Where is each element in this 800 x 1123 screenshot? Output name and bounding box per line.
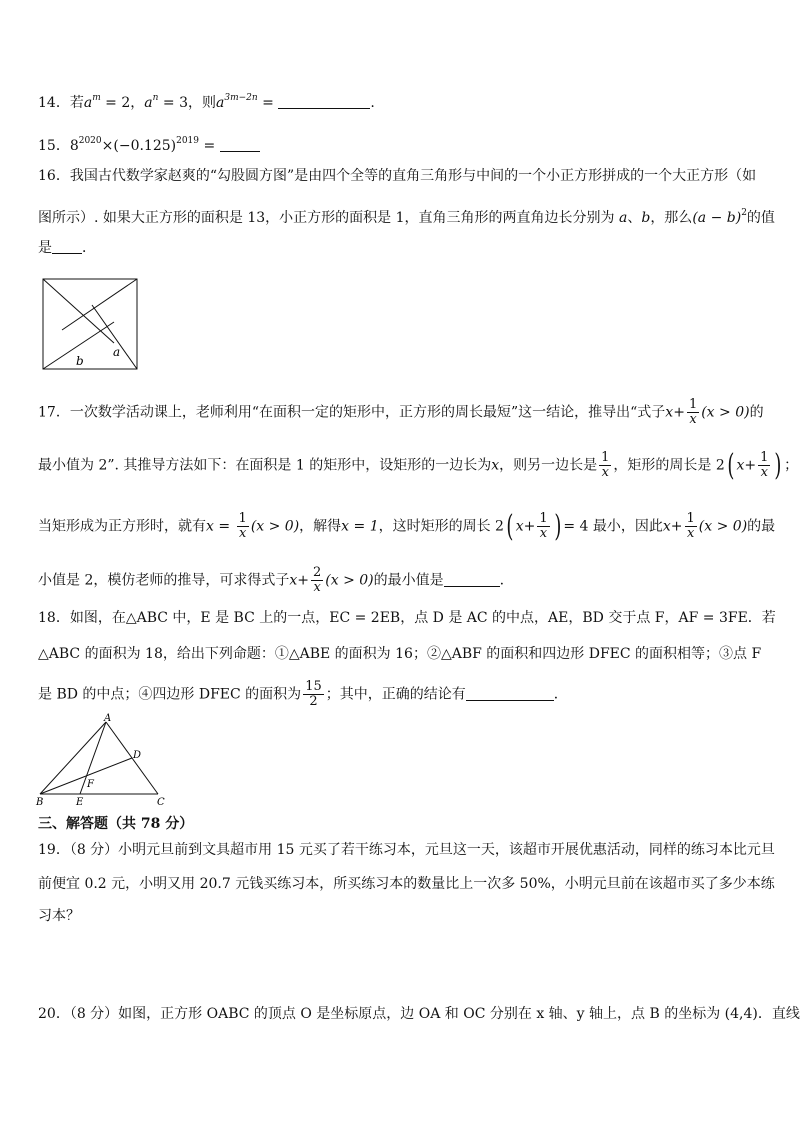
- q14-exp: m: [92, 93, 101, 103]
- q17-text: 的: [749, 404, 764, 421]
- frac-num: 1: [601, 450, 610, 465]
- figure-line: [92, 305, 137, 369]
- q17-line-4: [38, 566, 504, 595]
- q14-end: .: [370, 95, 375, 111]
- label-a: a: [113, 345, 121, 359]
- q17-var: x: [289, 572, 298, 589]
- figure-line: [43, 279, 114, 343]
- q14-var: a: [215, 95, 225, 111]
- q17-cond: (x > 0): [698, 518, 748, 535]
- q16-text: 是: [38, 240, 52, 256]
- q17-var: x: [736, 457, 745, 474]
- frac-num: 1: [688, 397, 698, 412]
- q16-line-1: 16．我国古代数学家赵爽的“勾股圆方图”是由四个全等的直角三角形与中间的一个小正方形拼成的一个大正方形（如: [38, 168, 757, 184]
- frac-den: x: [539, 526, 548, 541]
- fraction: [685, 512, 697, 541]
- fraction: [303, 680, 324, 709]
- q17-text: 最小值为 2”. 其推导方法如下：在面积是 1 的矩形中，设矩形的一边长为: [38, 457, 492, 474]
- q17-text: .: [499, 572, 505, 589]
- paren: ): [553, 508, 561, 544]
- q18-line-1: 18．如图，在△ABC 中，E 是 BC 上的一点，EC = 2EB，点 D 是 AC 的中点，AE，BD 交于点 F，AF = 3FE．若: [38, 610, 776, 626]
- frac-den: 2: [309, 694, 318, 709]
- outer-square: [43, 279, 137, 369]
- q15-exp: 2020: [78, 136, 102, 146]
- answer-blank[interactable]: [444, 572, 500, 587]
- q19-line-3: 习本？: [38, 908, 80, 924]
- q16-expr: (a − b): [692, 210, 742, 226]
- q16-text: 、: [627, 210, 642, 226]
- q17-var: x: [515, 518, 524, 535]
- frac-num: 1: [686, 511, 695, 526]
- q16-var: a: [618, 210, 628, 226]
- q17-text: +: [673, 404, 685, 421]
- q17-text: ，矩形的周长是 2: [613, 457, 725, 474]
- paren: ): [774, 447, 782, 483]
- q17-cond: (x > 0): [325, 572, 374, 589]
- paren: (: [506, 508, 514, 544]
- q18-line-2: △ABC 的面积为 18，给出下列命题：①△ABE 的面积为 16；②△ABF 的面积和四边形 DFEC 的面积相等；③点 F: [38, 646, 762, 662]
- q17-text: +: [670, 518, 683, 535]
- q17-cond: (x > 0): [250, 518, 300, 535]
- fraction: [687, 398, 699, 427]
- frac-den: x: [686, 526, 695, 541]
- figure-line: [62, 279, 137, 330]
- label-a: A: [104, 713, 112, 724]
- label-d: D: [133, 750, 142, 761]
- answer-blank[interactable]: [220, 137, 260, 152]
- frac-num: 1: [238, 511, 247, 526]
- q16-exp: 2: [741, 208, 747, 218]
- q15-mid: ×(−0.125): [101, 138, 177, 154]
- q16-text: ，那么: [650, 210, 693, 226]
- fraction: [599, 451, 611, 480]
- frac-den: x: [239, 526, 247, 541]
- triangle-figure: [34, 712, 174, 810]
- segment-ab: [40, 722, 106, 794]
- question-14: [38, 88, 375, 113]
- q17-text: = 4 最小，因此: [563, 518, 663, 535]
- frac-den: x: [689, 412, 697, 427]
- q17-var: x = 1: [341, 518, 379, 535]
- frac-num: 15: [305, 679, 322, 694]
- q15-exp: 2019: [176, 136, 200, 146]
- frac-num: 1: [760, 450, 769, 465]
- q17-cond: (x > 0): [701, 404, 750, 421]
- q16-text: ．: [82, 240, 96, 256]
- q15-eq: =: [199, 138, 220, 154]
- q16-var: b: [641, 210, 651, 226]
- q14-var: a: [83, 95, 93, 111]
- q19-line-2: 前便宜 0.2 元，小明又用 20.7 元钱买练习本，所买练习本的数量比上一次多 50%，小明元旦前在该超市买了多少本练: [38, 876, 775, 892]
- fraction: [311, 566, 323, 595]
- q19-line-1: 19．（8 分）小明元旦前到文具超市用 15 元买了若干练习本，元旦这一天，该超市开展优惠活动，同样的练习本比元旦: [38, 842, 775, 858]
- q17-text: 当矩形成为正方形时，就有: [38, 518, 206, 535]
- q14-var: a: [144, 95, 153, 111]
- label-b: B: [36, 797, 44, 808]
- q17-text: ；: [784, 457, 799, 474]
- q14-eq2: = 3，则: [158, 95, 216, 111]
- q17-text: 小值是 2，模仿老师的推导，可求得式子: [38, 572, 290, 589]
- answer-blank[interactable]: [52, 239, 82, 254]
- paren: (: [727, 447, 735, 483]
- fraction: [237, 512, 249, 541]
- label-f: F: [87, 779, 94, 790]
- answer-blank[interactable]: [278, 94, 370, 109]
- q18-text: ．: [553, 686, 568, 703]
- frac-num: 2: [313, 565, 322, 580]
- frac-den: x: [313, 580, 321, 595]
- q17-line-1: [38, 398, 764, 427]
- q14-prefix: 14．若: [38, 95, 84, 111]
- q17-text: ，解得: [299, 518, 342, 535]
- frac-den: x: [601, 465, 609, 480]
- q17-text: ，这时矩形的周长 2: [378, 518, 504, 535]
- q14-eq3: =: [257, 95, 279, 111]
- q17-text: +: [297, 572, 309, 589]
- q18-text: ；其中，正确的结论有: [325, 686, 466, 703]
- q17-var: x: [665, 404, 674, 421]
- label-c: C: [157, 797, 165, 808]
- fraction: [537, 512, 549, 541]
- frac-num: 1: [539, 511, 548, 526]
- q20-line-1: 20．（8 分）如图，正方形 OABC 的顶点 O 是坐标原点，边 OA 和 OC 分别在 x 轴、y 轴上，点 B 的坐标为 (4,4)．直线: [38, 1006, 800, 1022]
- q17-text: 的最小值是: [373, 572, 444, 589]
- answer-blank[interactable]: [466, 686, 554, 701]
- q17-text: 17．一次数学活动课上，老师利用“在面积一定的矩形中，正方形的周长最短”这一结论，推导出“式子: [38, 404, 666, 421]
- q16-line-2: [38, 203, 775, 228]
- q15-prefix: 15．8: [38, 138, 79, 154]
- q16-text: 的值: [746, 210, 775, 226]
- q17-text: +: [744, 457, 757, 474]
- q17-text: 的最: [747, 518, 776, 535]
- q18-text: 是 BD 的中点；④四边形 DFEC 的面积为: [38, 686, 302, 703]
- q17-var: x: [491, 457, 500, 474]
- label-e: E: [76, 797, 84, 808]
- q17-var: x: [662, 518, 671, 535]
- q14-exp: 3m−2n: [224, 93, 258, 103]
- q18-line-3: [38, 680, 568, 709]
- zhao-shuang-figure: [40, 276, 140, 372]
- q17-line-3: [38, 508, 776, 544]
- section-heading: 三、解答题（共 78 分）: [38, 816, 194, 832]
- q14-eq1: = 2，: [100, 95, 145, 111]
- q17-var: x =: [206, 518, 235, 535]
- q16-line-3: [38, 238, 96, 258]
- segment-bd: [40, 758, 132, 794]
- q17-line-2: [38, 447, 799, 483]
- question-15: [38, 131, 260, 156]
- q17-text: ，则另一边长是: [499, 457, 598, 474]
- frac-den: x: [760, 465, 768, 480]
- q14-exp: n: [152, 93, 159, 103]
- label-b: b: [76, 354, 84, 368]
- q16-text: 图所示）. 如果大正方形的面积是 13，小正方形的面积是 1，直角三角形的两直角边长分别为: [38, 210, 619, 226]
- q17-text: +: [523, 518, 536, 535]
- fraction: [758, 451, 770, 480]
